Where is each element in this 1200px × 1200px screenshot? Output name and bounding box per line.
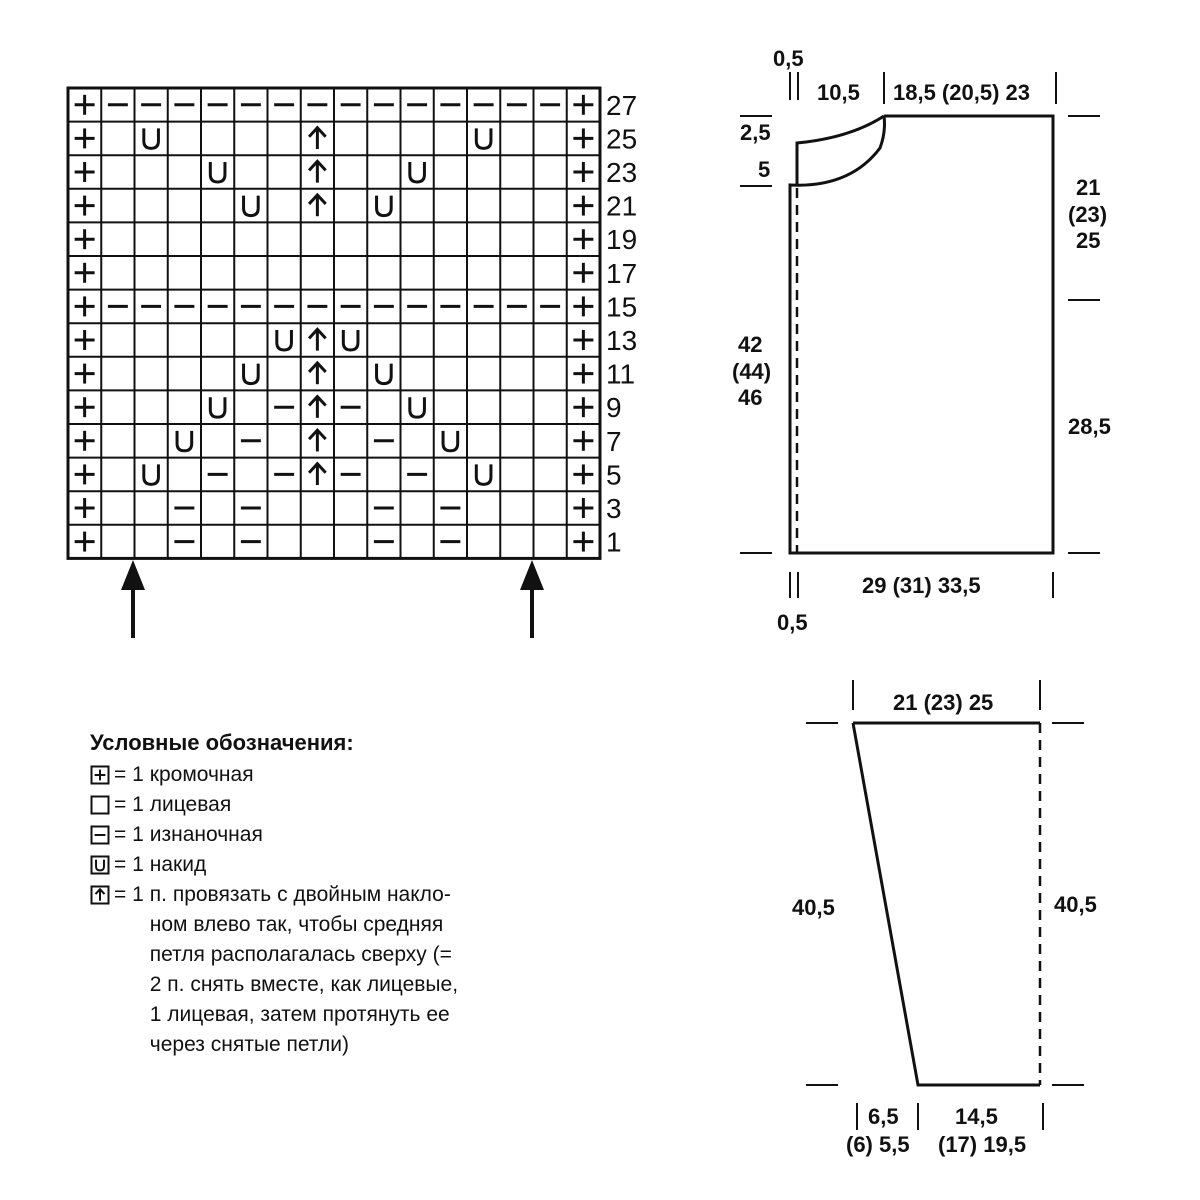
back-lower-side-label: 28,5 [1068,414,1111,439]
selvage-stitch-symbol [573,532,593,552]
selvage-stitch-symbol [573,397,593,417]
back-armhole-height-1: 21 [1076,175,1101,200]
back-side-length-2: (44) [732,359,772,384]
double-decrease-symbol [309,363,326,384]
selvage-stitch-symbol [573,464,593,484]
back-neck-edge-label: 0,5 [773,46,804,71]
selvage-stitch-symbol [573,95,593,115]
sleeve-bottom-right-2: (17) 19,5 [938,1132,1027,1157]
yarn-over-symbol [443,431,458,451]
double-decrease-symbol [309,430,326,451]
selvage-stitch-symbol [573,196,593,216]
back-side-length-3: 46 [738,385,763,410]
legend-symbol-icon [90,880,112,910]
yarn-over-symbol [210,162,225,182]
sleeve-top-width-label: 21 (23) 25 [893,690,994,715]
double-decrease-symbol [309,329,326,350]
yarn-over-symbol [277,330,292,350]
selvage-stitch-symbol [75,330,95,350]
selvage-stitch-symbol [75,95,95,115]
legend-symbol-icon [90,790,112,820]
legend-symbol-icon [90,760,112,790]
legend-text: накид [149,853,207,876]
chart-row-number: 7 [606,425,622,457]
back-shoulder-width-label: 18,5 (20,5) 23 [893,80,1030,105]
back-hem-width-label: 29 (31) 33,5 [862,573,981,598]
sleeve-bottom-left-1: 6,5 [868,1104,899,1129]
yarn-over-symbol [343,330,358,350]
selvage-stitch-symbol [75,263,95,283]
sleeve-pattern-labels [792,690,1097,1157]
legend-item [90,820,610,850]
selvage-stitch-symbol [75,464,95,484]
selvage-stitch-symbol [573,128,593,148]
selvage-stitch-symbol [75,364,95,384]
selvage-stitch-symbol [573,296,593,316]
legend-symbol-icon [90,850,112,880]
yarn-over-symbol [96,860,104,871]
legend-item [90,760,610,790]
double-decrease-symbol [309,464,326,485]
legend-equals: = 1 [114,793,144,816]
double-decrease-symbol [309,195,326,216]
selvage-stitch-symbol [573,431,593,451]
legend-text: лицевая [149,793,232,816]
selvage-stitch-symbol [75,431,95,451]
selvage-stitch-symbol [573,229,593,249]
back-neck-depth-back-label: 2,5 [740,120,771,145]
stitch-chart [68,88,600,558]
selvage-stitch-symbol [75,397,95,417]
yarn-over-symbol [410,162,425,182]
selvage-stitch-symbol [573,162,593,182]
double-decrease-symbol [309,397,326,418]
selvage-stitch-symbol [75,229,95,249]
back-side-length-1: 42 [738,332,763,357]
selvage-stitch-symbol [573,263,593,283]
repeat-arrow-right [520,560,544,638]
double-decrease-symbol [96,889,105,901]
chart-row-number: 15 [606,291,638,323]
sleeve-bottom-left-2: (6) 5,5 [846,1132,910,1157]
chart-row-number: 1 [606,526,622,558]
yarn-over-symbol [210,397,225,417]
selvage-stitch-symbol [75,532,95,552]
legend-item [90,790,610,820]
selvage-stitch-symbol [573,498,593,518]
selvage-stitch-symbol [75,162,95,182]
selvage-stitch-symbol [573,364,593,384]
chart-row-number: 13 [606,325,638,356]
selvage-stitch-symbol [75,296,95,316]
selvage-stitch-symbol [75,128,95,148]
double-decrease-symbol [309,128,326,149]
yarn-over-symbol [377,364,392,384]
selvage-stitch-symbol [75,196,95,216]
double-decrease-symbol [309,161,326,182]
legend-item [90,880,610,1060]
chart-row-number: 25 [606,123,638,155]
legend-text: изнаночная [149,823,263,846]
back-armhole-height-3: 25 [1076,228,1101,253]
chart-row-number: 19 [606,224,638,256]
selvage-stitch-symbol [95,770,106,781]
chart-row-number: 9 [606,392,622,424]
sleeve-bottom-right-1: 14,5 [955,1104,998,1129]
yarn-over-symbol [144,464,159,484]
yarn-over-symbol [476,464,491,484]
back-neck-depth-front-label: 5 [758,157,771,182]
legend-text: кромочная [149,763,254,786]
legend-equals: = 1 [114,763,144,786]
repeat-arrow-left [121,560,145,638]
sleeve-right-length-label: 40,5 [1054,892,1097,917]
legend-item [90,850,610,880]
sleeve-pattern-piece [806,680,1084,1130]
selvage-stitch-symbol [75,498,95,518]
chart-row-number: 11 [606,358,636,390]
stitch-chart-row-numbers [606,90,637,558]
legend-equals: = 1 [114,853,144,876]
legend-items [90,760,610,1060]
chart-row-number: 5 [606,459,622,491]
chart-row-number: 3 [606,493,622,524]
legend-title: Условные обозначения: [90,730,354,755]
yarn-over-symbol [377,196,392,216]
chart-row-number: 27 [606,89,638,121]
legend-symbol-icon [90,820,112,850]
legend [90,730,610,1060]
chart-row-number: 23 [606,157,638,188]
back-neck-width-label: 10,5 [817,80,860,105]
chart-row-number: 17 [606,257,638,289]
yarn-over-symbol [410,397,425,417]
yarn-over-symbol [244,196,259,216]
yarn-over-symbol [144,128,159,148]
chart-row-number: 21 [606,190,638,222]
selvage-stitch-symbol [573,330,593,350]
legend-equals: = 1 [114,823,144,846]
yarn-over-symbol [177,431,192,451]
yarn-over-symbol [476,128,491,148]
back-hem-edge-label: 0,5 [777,610,808,635]
yarn-over-symbol [244,364,259,384]
back-pattern-piece [740,72,1100,598]
legend-equals: = 1 [114,883,144,906]
back-armhole-height-2: (23) [1068,202,1108,227]
sleeve-left-length-label: 40,5 [792,895,835,920]
legend-text: п. провязать с двойным накло- ном влево так, чтобы средняя петля располагалась сверху (= 2 п. снять вместе, как лицевые, 1 лицевая, затем протянуть ее через снятые петли) [149,883,459,1056]
